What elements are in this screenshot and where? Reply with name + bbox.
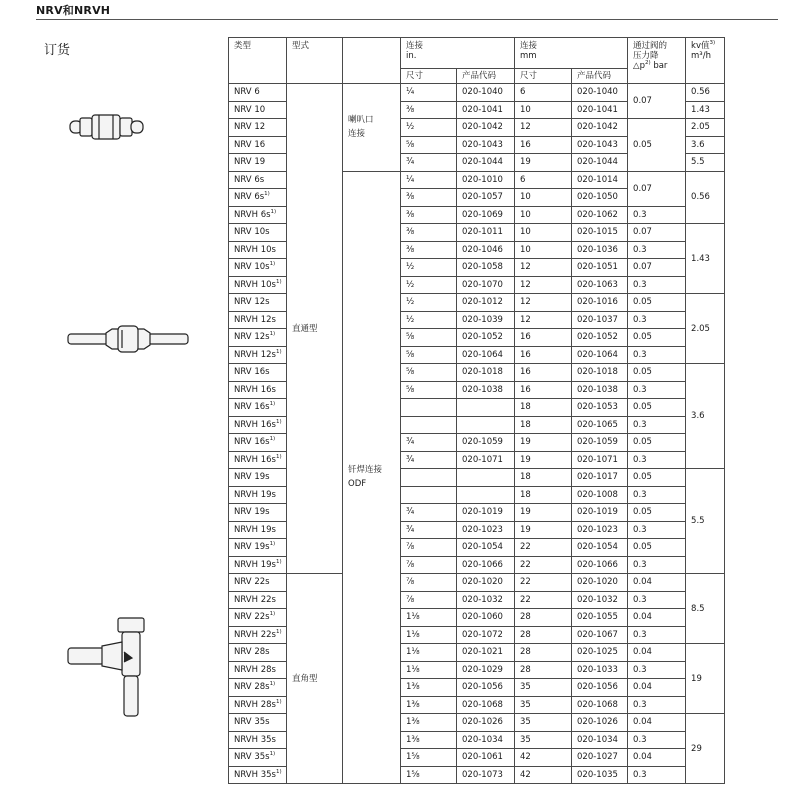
pressure-drop-cell: 0.07 [628, 84, 686, 119]
type-cell: NRVH $35s^{1)}$ [229, 766, 287, 784]
code-mm-cell: 020-1032 [572, 591, 628, 609]
size-mm-cell: 19 [515, 434, 572, 452]
code-in-cell: 020-1012 [457, 294, 515, 312]
pressure-drop-cell: 0.3 [628, 416, 686, 434]
code-mm-cell: 020-1015 [572, 224, 628, 242]
code-mm-cell: 020-1026 [572, 714, 628, 732]
size-in-cell: ⅜ [401, 224, 457, 242]
code-in-cell: 020-1052 [457, 329, 515, 347]
pressure-drop-cell: 0.3 [628, 661, 686, 679]
size-in-cell: ¼ [401, 171, 457, 189]
pressure-drop-cell: 0.05 [628, 294, 686, 312]
pressure-drop-cell: 0.3 [628, 206, 686, 224]
code-mm-cell: 020-1027 [572, 749, 628, 767]
size-mm-cell: 16 [515, 136, 572, 154]
type-cell: NRVH 22s [229, 591, 287, 609]
code-mm-cell: 020-1056 [572, 679, 628, 697]
pressure-drop-cell: 0.05 [628, 119, 686, 172]
kv-cell: 0.56 [686, 84, 725, 102]
code-in-cell: 020-1043 [457, 136, 515, 154]
code-in-cell: 020-1057 [457, 189, 515, 207]
type-cell: NRVH 19s [229, 521, 287, 539]
code-mm-cell: 020-1033 [572, 661, 628, 679]
code-mm-cell: 020-1054 [572, 539, 628, 557]
pressure-drop-cell: 0.04 [628, 749, 686, 767]
type-cell: NRVH $19s^{1)}$ [229, 556, 287, 574]
size-mm-cell: 35 [515, 679, 572, 697]
type-cell: NRV 12s [229, 294, 287, 312]
type-cell: NRV $35s^{1)}$ [229, 749, 287, 767]
pressure-drop-cell: 0.07 [628, 224, 686, 242]
size-mm-cell: 35 [515, 731, 572, 749]
size-mm-cell: 10 [515, 101, 572, 119]
pressure-drop-cell: 0.3 [628, 241, 686, 259]
code-in-cell: 020-1010 [457, 171, 515, 189]
type-cell: NRV 6s [229, 171, 287, 189]
size-mm-cell: 12 [515, 259, 572, 277]
pressure-drop-cell: 0.05 [628, 434, 686, 452]
type-cell: NRV 28s [229, 644, 287, 662]
code-mm-cell: 020-1036 [572, 241, 628, 259]
size-mm-cell: 28 [515, 661, 572, 679]
type-cell: NRVH $6s^{1)}$ [229, 206, 287, 224]
size-mm-cell: 22 [515, 556, 572, 574]
header-code-mm: 产品代码 [572, 69, 628, 84]
type-cell: NRV 35s [229, 714, 287, 732]
code-in-cell: 020-1041 [457, 101, 515, 119]
kv-cell: 5.5 [686, 469, 725, 574]
code-in-cell: 020-1029 [457, 661, 515, 679]
code-in-cell: 020-1071 [457, 451, 515, 469]
code-mm-cell: 020-1071 [572, 451, 628, 469]
type-cell: NRV $19s^{1)}$ [229, 539, 287, 557]
pressure-drop-cell: 0.3 [628, 276, 686, 294]
size-in-cell [401, 486, 457, 504]
solder-valve-icon [66, 324, 190, 354]
type-cell: NRVH $12s^{1)}$ [229, 346, 287, 364]
size-mm-cell: 16 [515, 381, 572, 399]
size-mm-cell: 18 [515, 416, 572, 434]
page-title: NRV和NRVH [36, 4, 111, 17]
size-in-cell: 1⅜ [401, 696, 457, 714]
size-mm-cell: 22 [515, 574, 572, 592]
type-cell: NRV 16 [229, 136, 287, 154]
size-mm-cell: 28 [515, 626, 572, 644]
pressure-drop-cell: 0.3 [628, 486, 686, 504]
type-cell: NRVH $28s^{1)}$ [229, 696, 287, 714]
size-in-cell: ¾ [401, 434, 457, 452]
size-in-cell: 1⅛ [401, 609, 457, 627]
type-cell: NRVH 28s [229, 661, 287, 679]
code-in-cell [457, 486, 515, 504]
code-mm-cell: 020-1016 [572, 294, 628, 312]
flare-valve-icon [68, 112, 146, 142]
pressure-drop-cell: 0.04 [628, 574, 686, 592]
pressure-drop-cell: 0.05 [628, 364, 686, 382]
size-in-cell: ⅞ [401, 591, 457, 609]
size-mm-cell: 6 [515, 171, 572, 189]
size-in-cell: ⅜ [401, 241, 457, 259]
pressure-drop-cell: 0.3 [628, 766, 686, 784]
type-cell: NRVH 10s [229, 241, 287, 259]
pressure-drop-cell: 0.3 [628, 591, 686, 609]
code-in-cell: 020-1023 [457, 521, 515, 539]
size-in-cell: ¾ [401, 521, 457, 539]
form-angle: 直角型 [287, 574, 343, 784]
size-mm-cell: 12 [515, 294, 572, 312]
type-cell: NRV $12s^{1)}$ [229, 329, 287, 347]
code-mm-cell: 020-1062 [572, 206, 628, 224]
code-in-cell: 020-1070 [457, 276, 515, 294]
size-in-cell: ⅞ [401, 574, 457, 592]
size-in-cell: ¾ [401, 504, 457, 522]
header-kv: kv值$^{3)}$ m³/h [686, 38, 725, 84]
header-empty [343, 38, 401, 84]
code-mm-cell: 020-1044 [572, 154, 628, 172]
pressure-drop-cell: 0.3 [628, 311, 686, 329]
pressure-drop-cell: 0.3 [628, 626, 686, 644]
code-mm-cell: 020-1018 [572, 364, 628, 382]
type-cell: NRV 22s [229, 574, 287, 592]
size-in-cell: 1⅝ [401, 766, 457, 784]
code-mm-cell: 020-1019 [572, 504, 628, 522]
code-mm-cell: 020-1042 [572, 119, 628, 137]
code-in-cell: 020-1019 [457, 504, 515, 522]
code-mm-cell: 020-1037 [572, 311, 628, 329]
header-conn-mm: 连接 mm [515, 38, 628, 69]
code-in-cell: 020-1039 [457, 311, 515, 329]
pressure-drop-cell: 0.05 [628, 399, 686, 417]
code-in-cell: 020-1042 [457, 119, 515, 137]
code-in-cell: 020-1034 [457, 731, 515, 749]
size-mm-cell: 18 [515, 486, 572, 504]
code-mm-cell: 020-1025 [572, 644, 628, 662]
size-in-cell: 1⅜ [401, 714, 457, 732]
size-mm-cell: 10 [515, 206, 572, 224]
code-mm-cell: 020-1067 [572, 626, 628, 644]
code-mm-cell: 020-1038 [572, 381, 628, 399]
kv-cell: 2.05 [686, 294, 725, 364]
code-mm-cell: 020-1043 [572, 136, 628, 154]
code-mm-cell: 020-1064 [572, 346, 628, 364]
pressure-drop-cell: 0.04 [628, 609, 686, 627]
size-mm-cell: 35 [515, 714, 572, 732]
size-in-cell: ⅝ [401, 364, 457, 382]
size-in-cell: 1⅜ [401, 679, 457, 697]
pressure-drop-cell: 0.3 [628, 731, 686, 749]
size-mm-cell: 28 [515, 644, 572, 662]
type-cell: NRV 19s [229, 504, 287, 522]
code-mm-cell: 020-1014 [572, 171, 628, 189]
header-type: 类型 [229, 38, 287, 84]
size-in-cell: ⅝ [401, 381, 457, 399]
pressure-drop-cell: 0.07 [628, 259, 686, 277]
size-mm-cell: 16 [515, 329, 572, 347]
header-size-mm: 尺寸 [515, 69, 572, 84]
size-in-cell: 1⅛ [401, 626, 457, 644]
size-in-cell: ⅜ [401, 189, 457, 207]
size-mm-cell: 16 [515, 364, 572, 382]
pressure-drop-cell: 0.3 [628, 556, 686, 574]
code-mm-cell: 020-1053 [572, 399, 628, 417]
size-mm-cell: 19 [515, 154, 572, 172]
code-in-cell: 020-1021 [457, 644, 515, 662]
type-cell: NRV 6 [229, 84, 287, 102]
kv-cell: 5.5 [686, 154, 725, 172]
code-mm-cell: 020-1051 [572, 259, 628, 277]
size-mm-cell: 19 [515, 504, 572, 522]
code-in-cell: 020-1026 [457, 714, 515, 732]
size-in-cell: ⅜ [401, 101, 457, 119]
size-mm-cell: 12 [515, 311, 572, 329]
code-in-cell: 020-1056 [457, 679, 515, 697]
code-in-cell [457, 469, 515, 487]
size-in-cell: ½ [401, 311, 457, 329]
size-in-cell: ½ [401, 119, 457, 137]
pressure-drop-cell: 0.3 [628, 451, 686, 469]
code-mm-cell: 020-1008 [572, 486, 628, 504]
code-in-cell: 020-1061 [457, 749, 515, 767]
size-mm-cell: 42 [515, 766, 572, 784]
type-cell: NRV $6s^{1)}$ [229, 189, 287, 207]
code-in-cell: 020-1011 [457, 224, 515, 242]
kv-cell: 0.56 [686, 171, 725, 224]
code-in-cell: 020-1018 [457, 364, 515, 382]
code-in-cell: 020-1058 [457, 259, 515, 277]
type-cell: NRV $16s^{1)}$ [229, 434, 287, 452]
size-mm-cell: 18 [515, 399, 572, 417]
kv-cell: 8.5 [686, 574, 725, 644]
code-mm-cell: 020-1052 [572, 329, 628, 347]
type-cell: NRVH $16s^{1)}$ [229, 416, 287, 434]
size-mm-cell: 18 [515, 469, 572, 487]
size-in-cell: ⅝ [401, 329, 457, 347]
form-straight: 直通型 [287, 84, 343, 574]
code-in-cell: 020-1069 [457, 206, 515, 224]
pressure-drop-cell: 0.3 [628, 346, 686, 364]
kv-cell: 19 [686, 644, 725, 714]
pressure-drop-cell: 0.07 [628, 171, 686, 206]
size-in-cell: ½ [401, 276, 457, 294]
size-mm-cell: 19 [515, 521, 572, 539]
type-cell: NRV 10s [229, 224, 287, 242]
kv-cell: 2.05 [686, 119, 725, 137]
size-in-cell: ½ [401, 259, 457, 277]
code-in-cell: 020-1032 [457, 591, 515, 609]
type-cell: NRV $22s^{1)}$ [229, 609, 287, 627]
size-mm-cell: 22 [515, 539, 572, 557]
type-cell: NRV 16s [229, 364, 287, 382]
type-cell: NRVH 16s [229, 381, 287, 399]
code-in-cell: 020-1060 [457, 609, 515, 627]
code-mm-cell: 020-1020 [572, 574, 628, 592]
size-in-cell [401, 416, 457, 434]
code-mm-cell: 020-1017 [572, 469, 628, 487]
code-mm-cell: 020-1034 [572, 731, 628, 749]
type-cell: NRVH $16s^{1)}$ [229, 451, 287, 469]
code-in-cell: 020-1040 [457, 84, 515, 102]
order-table [228, 37, 725, 784]
type-cell: NRVH 35s [229, 731, 287, 749]
header-code-in: 产品代码 [457, 69, 515, 84]
header-conn-in: 连接 in. [401, 38, 515, 69]
pressure-drop-cell: 0.3 [628, 381, 686, 399]
size-mm-cell: 22 [515, 591, 572, 609]
code-in-cell: 020-1064 [457, 346, 515, 364]
size-in-cell: ¼ [401, 84, 457, 102]
size-in-cell: ¾ [401, 154, 457, 172]
size-mm-cell: 12 [515, 276, 572, 294]
code-in-cell: 020-1066 [457, 556, 515, 574]
size-in-cell: 1⅛ [401, 661, 457, 679]
kv-cell: 1.43 [686, 224, 725, 294]
size-in-cell: ½ [401, 294, 457, 312]
code-mm-cell: 020-1059 [572, 434, 628, 452]
type-cell: NRV $10s^{1)}$ [229, 259, 287, 277]
size-in-cell: ⅞ [401, 539, 457, 557]
pressure-drop-cell: 0.05 [628, 469, 686, 487]
code-in-cell: 020-1046 [457, 241, 515, 259]
section-label: 订货 [44, 43, 71, 58]
pressure-drop-cell: 0.05 [628, 329, 686, 347]
size-in-cell: ¾ [401, 451, 457, 469]
type-cell: NRV $28s^{1)}$ [229, 679, 287, 697]
type-cell: NRVH 12s [229, 311, 287, 329]
code-mm-cell: 020-1065 [572, 416, 628, 434]
angle-valve-icon [66, 612, 156, 720]
size-in-cell: 1⅝ [401, 749, 457, 767]
code-mm-cell: 020-1035 [572, 766, 628, 784]
code-in-cell: 020-1044 [457, 154, 515, 172]
size-mm-cell: 19 [515, 451, 572, 469]
size-in-cell: ⅜ [401, 206, 457, 224]
title-rule [36, 19, 778, 20]
code-in-cell: 020-1054 [457, 539, 515, 557]
connection-solder: 钎焊连接 ODF [343, 171, 401, 784]
pressure-drop-cell: 0.05 [628, 504, 686, 522]
size-mm-cell: 12 [515, 119, 572, 137]
kv-cell: 1.43 [686, 101, 725, 119]
kv-cell: 3.6 [686, 364, 725, 469]
code-mm-cell: 020-1066 [572, 556, 628, 574]
size-in-cell [401, 469, 457, 487]
pressure-drop-cell: 0.05 [628, 539, 686, 557]
type-cell: NRV 10 [229, 101, 287, 119]
size-in-cell: 1⅛ [401, 644, 457, 662]
size-in-cell [401, 399, 457, 417]
code-in-cell: 020-1072 [457, 626, 515, 644]
size-mm-cell: 28 [515, 609, 572, 627]
pressure-drop-cell: 0.3 [628, 521, 686, 539]
code-in-cell [457, 399, 515, 417]
size-mm-cell: 42 [515, 749, 572, 767]
size-in-cell: ⅝ [401, 136, 457, 154]
header-size-in: 尺寸 [401, 69, 457, 84]
size-mm-cell: 6 [515, 84, 572, 102]
size-mm-cell: 10 [515, 189, 572, 207]
table-row [229, 574, 725, 592]
code-in-cell: 020-1020 [457, 574, 515, 592]
code-mm-cell: 020-1063 [572, 276, 628, 294]
size-in-cell: ⅞ [401, 556, 457, 574]
size-mm-cell: 10 [515, 241, 572, 259]
code-mm-cell: 020-1050 [572, 189, 628, 207]
size-mm-cell: 16 [515, 346, 572, 364]
type-cell: NRV $16s^{1)}$ [229, 399, 287, 417]
kv-cell: 29 [686, 714, 725, 784]
code-in-cell: 020-1059 [457, 434, 515, 452]
header-form: 型式 [287, 38, 343, 84]
header-pressure: 通过阀的 压力降 $\triangle p^{2)}$ bar [628, 38, 686, 84]
type-cell: NRVH 19s [229, 486, 287, 504]
code-in-cell: 020-1038 [457, 381, 515, 399]
type-cell: NRV 12 [229, 119, 287, 137]
type-cell: NRV 19s [229, 469, 287, 487]
code-mm-cell: 020-1055 [572, 609, 628, 627]
code-mm-cell: 020-1041 [572, 101, 628, 119]
size-mm-cell: 10 [515, 224, 572, 242]
size-mm-cell: 35 [515, 696, 572, 714]
type-cell: NRV 19 [229, 154, 287, 172]
table-row [229, 84, 725, 102]
code-mm-cell: 020-1023 [572, 521, 628, 539]
code-in-cell: 020-1068 [457, 696, 515, 714]
pressure-drop-cell: 0.04 [628, 644, 686, 662]
code-in-cell [457, 416, 515, 434]
pressure-drop-cell: 0.04 [628, 714, 686, 732]
connection-flare: 喇叭口 连接 [343, 84, 401, 172]
code-mm-cell: 020-1040 [572, 84, 628, 102]
size-in-cell: 1⅜ [401, 731, 457, 749]
pressure-drop-cell: 0.04 [628, 679, 686, 697]
size-in-cell: ⅝ [401, 346, 457, 364]
type-cell: NRVH $22s^{1)}$ [229, 626, 287, 644]
code-mm-cell: 020-1068 [572, 696, 628, 714]
pressure-drop-cell: 0.3 [628, 696, 686, 714]
kv-cell: 3.6 [686, 136, 725, 154]
code-in-cell: 020-1073 [457, 766, 515, 784]
type-cell: NRVH $10s^{1)}$ [229, 276, 287, 294]
